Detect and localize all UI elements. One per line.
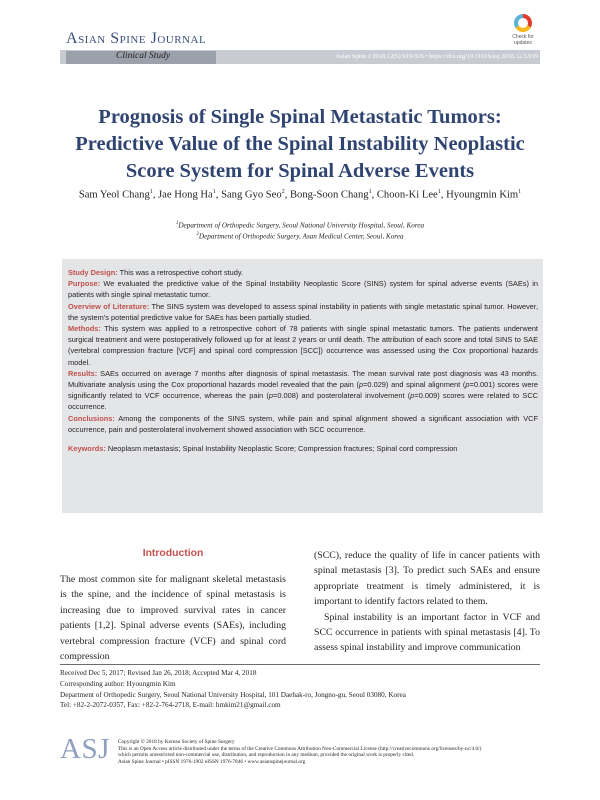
article-title: Prognosis of Single Spinal Metastatic Tumors: Predictive Value of the Spinal Instability Neoplastic Score System for Spinal Adverse Events (75, 106, 525, 182)
intro-right-column (314, 548, 540, 656)
author: Jae Hong Ha (158, 189, 213, 201)
corresponding-author: Corresponding author: Hyoungmin Kim (60, 679, 176, 688)
author-list: Sam Yeol Chang$^1$, Jae Hong Ha$^1$, Sang Gyo Seo$^2$, Bong-Soon Chang$^1$, Choon-Ki Lee$^1$, Hyoungmin Kim$^1$ (78, 189, 522, 201)
affiliation: $^1$Department of Orthopedic Surgery, Seoul National University Hospital, Seoul, Korea (175, 221, 425, 230)
author-address: Department of Orthopedic Surgery, Seoul National University Hospital, 101 Daehak-ro, Jongno-gu, Seoul 03080, Korea (60, 690, 406, 699)
abstract-conclusions: Conclusions: Among the components of the SINS system, while pain and spinal alignment showed a significant association with VCF occurrence, pain and posterolateral involvement showed association with SCC occurrence. (68, 413, 538, 434)
abstract-purpose: Purpose: We evaluated the predictive value of the Spinal Instability Neoplastic Score (SINS) system for spinal adverse events (SAEs) in patients with single spinal metastatic tumor. (68, 279, 538, 300)
introduction-heading: Introduction (142, 548, 204, 559)
abstract-keywords: Keywords: Neoplasm metastasis; Spinal Instability Neoplastic Score; Compression fractures; Spinal cord compression (68, 444, 458, 454)
abstract-study-design: Study Design: This was a retrospective cohort study. (68, 268, 244, 277)
intro-paragraph: The most common site for malignant skeletal metastasis is the spine, and the incidence of spinal metastasis is increasing due to improved survival rates in cancer patients [1,2]. Spinal adverse events (SAEs), including vertebral compression fracture (VCF) and spinal cord compression (60, 574, 286, 663)
crossmark-badge[interactable] (506, 14, 540, 48)
author: Sang Gyo Seo (221, 189, 282, 201)
author: Hyoungmin Kim (446, 189, 519, 201)
copyright-notice: Copyright © 2018 by Korean Society of Spine Surgery This is an Open Access article distributed under the terms of the Creative Commons Attribution Non-Commercial License (http://creativecommons.org/licenses/by-nc/4.0/) which permits unrestricted non-commercial use, distribution, and reproduction in any medium, provided the original work is properly cited. Asian Spine Journal • pISSN 1976-1902 eISSN 1976-7846 • www.asianspinejournal.org (118, 739, 482, 765)
asj-logo: ASJ (60, 733, 110, 765)
author-contact: Tel: +82-2-2072-0357, Fax: +82-2-764-2718, E-mail: hmkim21@gmail.com (60, 701, 281, 710)
affiliation: $^2$Department of Orthopedic Surgery, Asan Medical Center, Seoul, Korea (196, 232, 404, 241)
author: Choon-Ki Lee (376, 189, 438, 201)
article-section-label: Clinical Study (116, 51, 171, 61)
abstract-box (62, 259, 543, 513)
abstract-overview: Overview of Literature: The SINS system was developed to assess spinal instability in patients with single metastatic spinal tumor. However, the system’s potential predictive value for SAEs has been partially studied. (68, 301, 538, 322)
intro-paragraph: (SCC), reduce the quality of life in cancer patients with spinal metastasis [3]. To predict such SAEs and ensure appropriate treatment is timely administered, it is important to identify factors related to them. (314, 550, 540, 608)
received-dates: Received Dec 5, 2017; Revised Jan 26, 2018; Accepted Mar 4, 2018 (60, 669, 257, 677)
author: Sam Yeol Chang (78, 189, 150, 201)
intro-paragraph: Spinal instability is an important factor in VCF and SCC occurrence in patients with spinal metastasis [4]. To assess spinal instability and improve communication (314, 611, 540, 654)
crossmark-label: Check for updates (512, 34, 534, 46)
article-info (60, 668, 540, 711)
abstract-methods: Methods: This system was applied to a retrospective cohort of 78 patients with single spinal metastatic tumors. The patients underwent surgical treatment and were postoperatively followed up for at least 2 years or until death. The attribution of each score and total SINS to SAE (vertebral compression fracture [VCF] and spinal cord compression [SCC]) occurrence was assessed using the Cox proportional hazards model. (68, 324, 538, 367)
abstract-results: Results: SAEs occurred on average 7 months after diagnosis of spinal metastasis. The mean survival rate post diagnosis was 43 months. Multivariate analysis using the Cox proportional hazards model revealed that the pain (p=0.029) and spinal alignment (p=0.001) scores were significantly related to VCF occurrence, whereas the pain (p=0.008) and posterolateral involvement (p=0.009) scores were related to SCC occurrence. (68, 368, 539, 412)
author: Bong-Soon Chang (289, 189, 369, 201)
journal-name: Asian Spine Journal (66, 30, 207, 47)
intro-left-column (60, 572, 286, 664)
citation-doi[interactable]: Asian Spine J 2018;12(5):919-926 • https://doi.org/10.31616/asj.2018.12.5.919 (335, 53, 538, 60)
affiliations (40, 219, 560, 242)
footer-divider (60, 664, 540, 665)
